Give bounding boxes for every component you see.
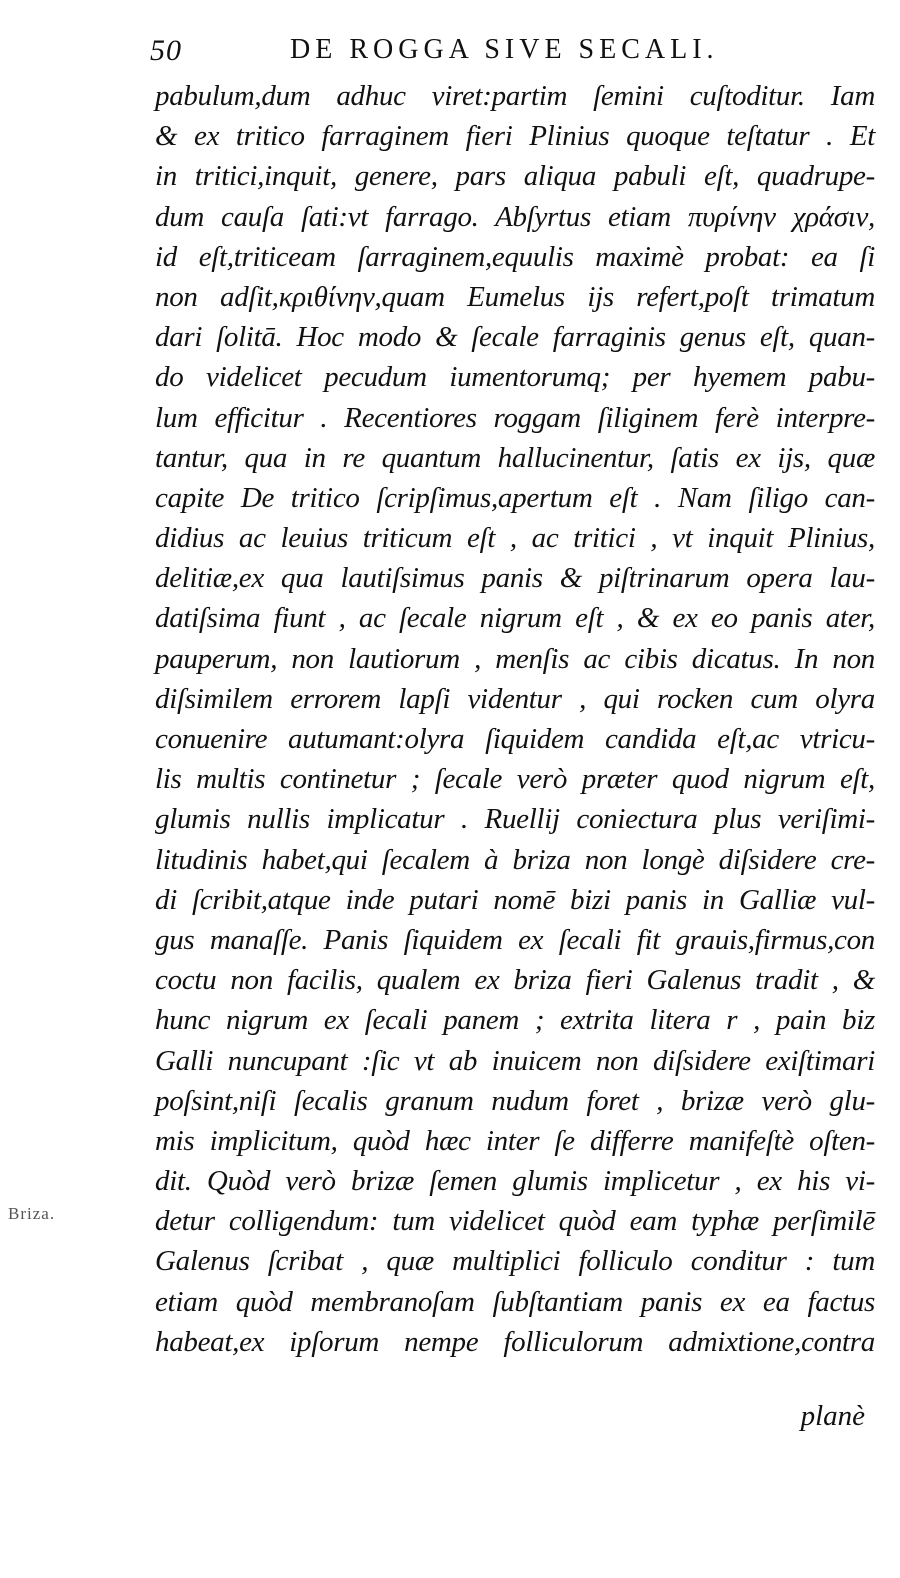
text-line: do videlicet pecudum iumentorumq; per hyemem pabu- — [155, 361, 875, 394]
body-text — [155, 76, 875, 1362]
text-line: dit. Quòd verò brizæ ſemen glumis implicetur , ex his vi- — [155, 1165, 875, 1198]
text-line: in tritici,inquit, genere, pars aliqua pabuli eſt, quadrupe- — [155, 160, 875, 193]
text-line: mis implicitum, quòd hæc inter ſe differre manifeſtè oſten- — [155, 1124, 875, 1157]
text-line: id eſt,triticeam ſarraginem,equulis maximè probat: ea ſi — [155, 240, 875, 273]
text-line: Galenus ſcribat , quæ multiplici folliculo conditur : tum — [155, 1245, 875, 1278]
text-line: glumis nullis implicatur . Ruellij coniectura plus veriſimi- — [155, 803, 875, 836]
text-line: non adſit,κριθίνην,quam Eumelus ijs refert,poſt trimatum — [155, 280, 875, 313]
text-line: detur colligendum: tum videlicet quòd eam typhæ perſimilē — [155, 1205, 875, 1238]
text-line: gus manaſſe. Panis ſiquidem ex ſecali fit grauis,firmus,con — [155, 923, 875, 956]
text-line: & ex tritico farraginem fieri Plinius quoque teſtatur . Et — [155, 120, 875, 153]
text-line: etiam quòd membranoſam ſubſtantiam panis ex ea factus — [155, 1285, 875, 1318]
margin-note: Briza. — [8, 1204, 56, 1223]
text-line: lum efficitur . Recentiores roggam ſiliginem ferè interpre- — [155, 401, 875, 434]
text-line: tantur, qua in re quantum hallucinentur, ſatis ex ijs, quæ — [155, 441, 875, 474]
text-line: poſsint,niſi ſecalis granum nudum foret , brizæ verò glu- — [155, 1084, 875, 1117]
catchword: planè — [800, 1400, 865, 1432]
text-line: di ſcribit,atque inde putari nomē bizi panis in Galliæ vul- — [155, 883, 875, 916]
text-line: lis multis continetur ; ſecale verò præter quod nigrum eſt, — [155, 763, 875, 796]
text-line: litudinis habet,qui ſecalem à briza non longè diſsidere cre- — [155, 843, 875, 876]
running-head: DE ROGGA SIVE SECALI. — [290, 34, 719, 65]
text-line: pauperum, non lautiorum , menſis ac cibis dicatus. In non — [155, 642, 875, 675]
page-header — [150, 30, 870, 78]
page-number: 50 — [150, 34, 182, 67]
text-line: habeat,ex ipſorum nempe folliculorum admixtione,contra — [155, 1325, 875, 1358]
text-line: diſsimilem errorem lapſi videntur , qui rocken cum olyra — [155, 682, 875, 715]
text-line: didius ac leuius triticum eſt , ac tritici , vt inquit Plinius, — [155, 522, 875, 555]
text-line: pabulum,dum adhuc viret:partim ſemini cuſtoditur. Iam — [155, 80, 875, 112]
text-line: dum cauſa ſati:vt farrago. Abſyrtus etiam πυρίνην χράσιν, — [155, 200, 875, 233]
text-line: Galli nuncupant :ſic vt ab inuicem non diſsidere exiſtimari — [155, 1044, 875, 1077]
text-line: conuenire autumant:olyra ſiquidem candida eſt,ac vtricu- — [155, 723, 875, 755]
text-line: hunc nigrum ex ſecali panem ; extrita litera r , pain biz — [155, 1004, 875, 1037]
text-line: delitiæ,ex qua lautiſsimus panis & piſtrinarum opera lau- — [155, 562, 875, 595]
text-line: coctu non facilis, qualem ex briza fieri Galenus tradit , & — [155, 964, 875, 997]
text-line: dari ſolitā. Hoc modo & ſecale farraginis genus eſt, quan- — [155, 321, 875, 354]
text-line: datiſsima fiunt , ac ſecale nigrum eſt , & ex eo panis ater, — [155, 602, 875, 635]
text-line: capite De tritico ſcripſimus,apertum eſt . Nam ſiligo can- — [155, 481, 875, 514]
